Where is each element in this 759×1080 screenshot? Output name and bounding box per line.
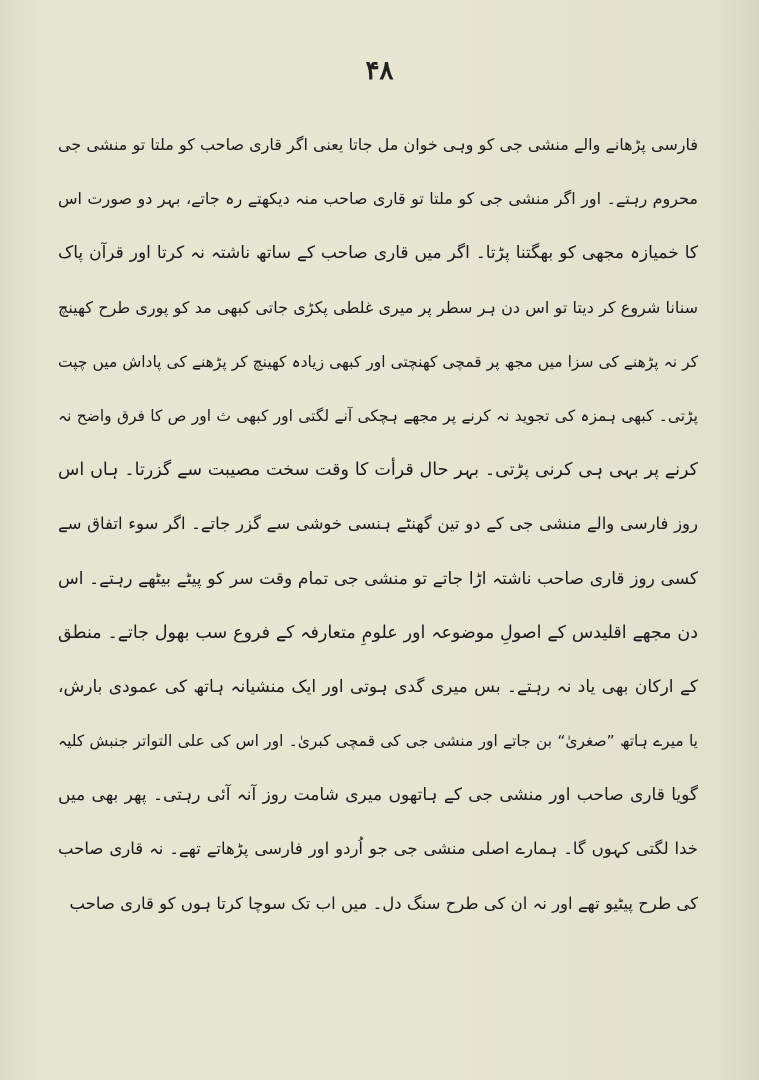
- text-line: پڑتی۔ کبھی ہمزہ کی تجوید نہ کرنے پر مجھے ہچکی آنے لگتی اور کبھی ث اور ص کا فرق واضح نہ: [58, 406, 698, 425]
- text-line: دن مجھے اقلیدس کے اصولِ موضوعہ اور علومِ متعارفہ کے فروع سب بھول جاتے۔ منطق: [58, 622, 698, 643]
- text-line: کر نہ پڑھنے کی سزا میں مجھ پر قمچی کھنچتی اور کبھی زیادہ کھینچ کر پڑھنے کی پاداش میں چپت: [58, 352, 698, 371]
- text-line: فارسی پڑھانے والے منشی جی کو وہی خوان مل جاتا یعنی اگر قاری صاحب کو ملتا تو منشی جی: [58, 135, 698, 154]
- text-line: یا میرے ہاتھ ”صغریٰ“ بن جاتے اور منشی جی کی قمچی کبریٰ۔ اور اس کی علی التواتر جنبش کلیہ: [58, 732, 698, 751]
- text-line: خدا لگتی کہوں گا۔ ہمارے اصلی منشی جی جو اُردو اور فارسی پڑھاتے تھے۔ نہ قاری صاحب: [58, 839, 698, 859]
- urdu-text-body: [58, 118, 698, 931]
- text-line: کی طرح پیٹیو تھے اور نہ ان کی طرح سنگ دل۔ میں اب تک سوچا کرتا ہوں کو قاری صاحب: [69, 893, 698, 913]
- text-line: سنانا شروع کر دیتا تو اس دن ہر سطر پر میری غلطی پکڑی جاتی کبھی مد کو پوری طرح کھینچ: [58, 297, 698, 317]
- text-line: روز فارسی والے منشی جی کے دو تین گھنٹے ہنسی خوشی سے گزر جاتے۔ اگر سوء اتفاق سے: [58, 514, 698, 534]
- text-line: کے ارکان بھی یاد نہ رہتے۔ بس میری گدی ہوتی اور ایک منشیانہ ہاتھ کی عمودی بارش،: [58, 676, 698, 697]
- page-number: ۴۸: [365, 56, 394, 86]
- text-line: کا خمیازہ مجھی کو بھگتنا پڑتا۔ اگر میں قاری صاحب کے ساتھ ناشتہ نہ کرتا اور قرآن پاک: [58, 243, 698, 264]
- text-line: کسی روز قاری صاحب ناشتہ اڑا جاتے تو منشی جی تمام وقت سر کو پیٹے بیٹھے رہتے۔ اس: [58, 568, 698, 589]
- text-line: محروم رہتے۔ اور اگر منشی جی کو ملتا تو قاری صاحب منہ دیکھتے رہ جاتے، بہر دو صورت اس: [58, 189, 698, 209]
- text-line: گویا قاری صاحب اور منشی جی کے ہاتھوں میری شامت روز آنہ آئی رہتی۔ پھر بھی میں: [58, 785, 698, 806]
- text-line: کرنے پر بہی ہی کرنی پڑتی۔ بہر حال قرأت کا وقت سخت مصیبت سے گزرتا۔ ہاں اس: [58, 460, 698, 481]
